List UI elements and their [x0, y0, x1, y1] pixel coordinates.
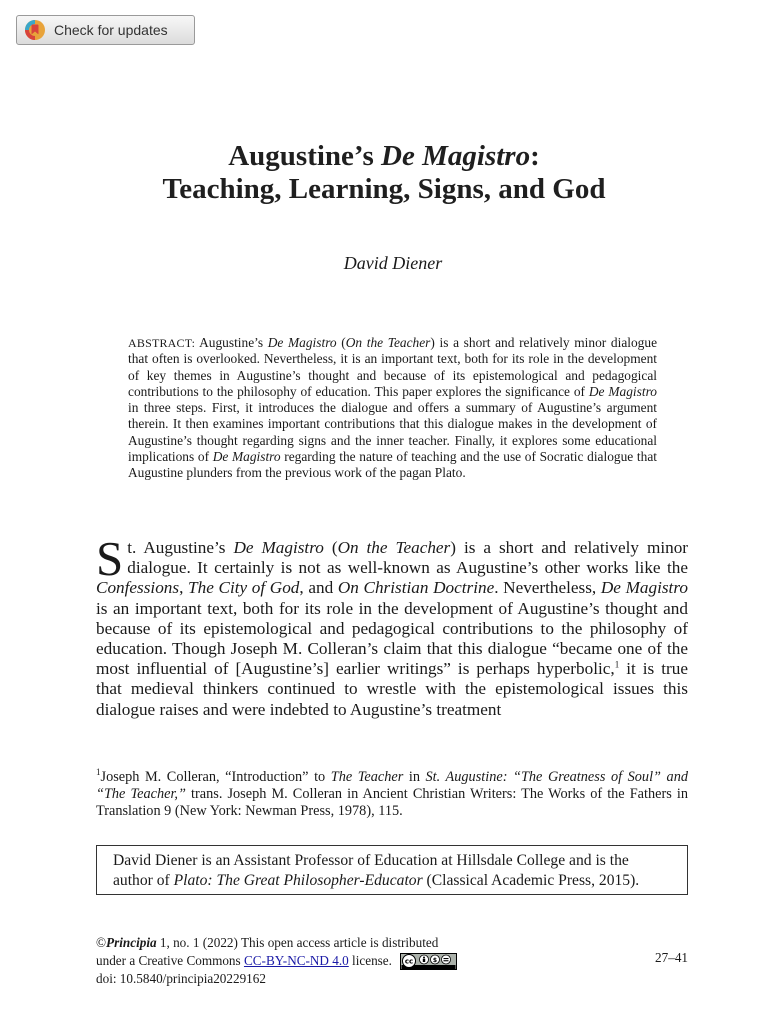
svg-text:cc: cc	[404, 957, 414, 966]
title-line-2: Teaching, Learning, Signs, and God	[162, 173, 606, 205]
cc-by-nc-nd-badge-icon[interactable]	[400, 953, 457, 970]
drop-cap: S	[96, 531, 124, 586]
author-name: David Diener	[343, 253, 443, 273]
author-bio-box: David Diener is an Assistant Professor of Education at Hillsdale College and is the author of Plato: The Great Philosopher-Educator (Classical Academic Press, 2015).	[96, 845, 688, 895]
abstract: ABSTRACT: Augustine’s De Magistro (On the Teacher) is a short and relatively minor dialogue that often is overlooked. Nevertheless, it is an important text, both for its role in the development of key themes in Augustine’s thought and because of its epistemological and pedagogical contributions to the philosophy of education. This paper explores the significance of De Magistro in three steps. First, it introduces the dialogue and offers a summary of Augustine’s argument therein. It then examines important contributions that this dialogue makes in the development of Augustine’s thought regarding signs and the inner teacher. Finally, it explores some educational implications of De Magistro regarding the nature of teaching and the use of Socratic dialogue that Augustine plunders from the previous work of the pagan Plato.	[128, 335, 658, 481]
abstract-label: ABSTRACT:	[128, 336, 196, 350]
copyright-line: ©Principia 1, no. 1 (2022) This open access article is distributed	[96, 935, 439, 950]
article-title	[0, 140, 768, 206]
page-range: 27–41	[655, 950, 688, 965]
journal-name: Principia	[106, 935, 157, 950]
colophon	[96, 934, 516, 988]
footnote: $^1$Joseph M. Colleran, “Introduction” to The Teacher in St. Augustine: “The Greatness of Soul” and “The Teacher,” trans. Joseph M. Colleran in Ancient Christian Writers: The Works of the Fathers in Translation 9 (New York: Newman Press, 1978), 115.	[96, 767, 689, 819]
body-paragraph: St. Augustine’s De Magistro (On the Teacher) is a short and relatively minor dialogue. It certainly is not as well-known as Augustine’s other works like the Confessions, The City of God, and On Christian Doctrine. Nevertheless, De Magistro is an important text, both for its role in the development of Augustine’s thought and because of its epistemological and pedagogical contributions to the philosophy of education. Though Joseph M. Colleran’s claim that this dialogue “became one of the most influential of [Augustine’s] earlier writings” is perhaps hyperbolic,$^1$ it is true that medieval thinkers continued to wrestle with the epistemological issues this dialogue raises and were indebted to Augustine’s treatment	[96, 531, 689, 719]
license-line: under a Creative Commons CC-BY-NC-ND 4.0 license. cc $	[96, 952, 516, 970]
title-line-1: Augustine’s De Magistro:	[228, 140, 540, 172]
check-for-updates-label: Check for updates	[54, 22, 168, 38]
footnote-reference[interactable]: 1	[614, 659, 620, 670]
footnote-number: 1	[96, 767, 101, 778]
doi-line: doi: 10.5840/principia20229162	[96, 971, 266, 987]
check-for-updates-button[interactable]	[16, 15, 195, 45]
license-link[interactable]: CC-BY-NC-ND 4.0	[243, 953, 349, 968]
svg-text:$: $	[432, 957, 438, 965]
crossref-updates-icon	[24, 19, 46, 41]
